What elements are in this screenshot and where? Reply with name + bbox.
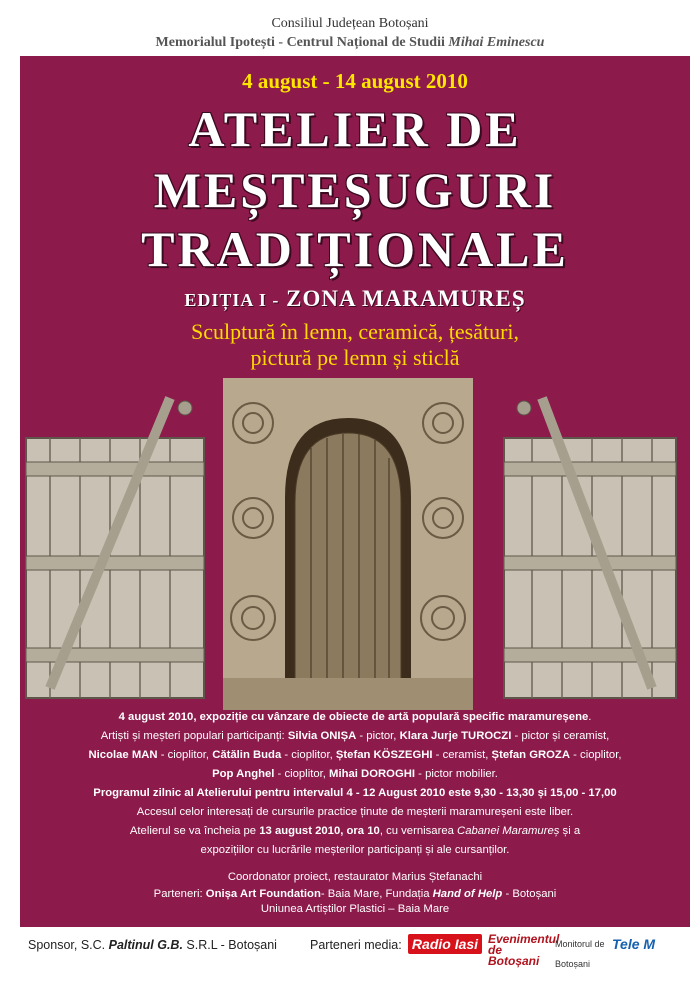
media-partners-label: Parteneri media: [310, 938, 402, 952]
artist-role: - ceramist, [432, 749, 492, 761]
partner-place: - Botoșani [502, 888, 557, 900]
sponsor-name: Paltinul G.B. [108, 938, 183, 952]
closing-line-2: expozițiilor cu lucrările meșterilor participanți și ale cursanților. [200, 844, 510, 856]
subtitle [20, 319, 690, 371]
artist-role: - pictor mobilier. [415, 768, 498, 780]
artist-name: Mihai DOROGHI [329, 768, 416, 780]
artist-role: - cioplitor, [570, 749, 622, 761]
closing-line-1 [20, 822, 690, 841]
sponsor-pre: Sponsor, S.C. [28, 938, 109, 952]
edition-zone: ZONA MARAMUREȘ [286, 286, 526, 311]
partner-name: Hand of Help [432, 888, 503, 900]
poster [20, 56, 690, 927]
footer [0, 932, 700, 972]
artists-intro: Artiști și meșteri populari participanți: [100, 730, 288, 742]
title-line-2: MEȘTEȘUGURI [153, 162, 557, 218]
title-line-3: TRADIȚIONALE [141, 221, 569, 277]
artist-name: Nicolae MAN [88, 749, 158, 761]
artist-role: - cioplitor, [274, 768, 330, 780]
memorial-name: Memorialul Ipotești - Centrul Național de Studii [155, 35, 449, 50]
artist-role: - pictor și ceramist, [511, 730, 610, 742]
artists-line-3 [20, 765, 690, 784]
evenimentul-logo: Evenimentul de Botoșani [488, 932, 560, 968]
closing-mid: , cu vernisarea [379, 825, 458, 837]
artist-name: Pop Anghel [212, 768, 275, 780]
right-shutter-image [502, 378, 690, 708]
partners-line [20, 887, 690, 902]
sponsor-line [28, 938, 277, 952]
artist-role: - pictor, [356, 730, 400, 742]
edition-prefix: EDIȚIA I - [184, 290, 280, 310]
memorial-line [0, 35, 700, 51]
artists-line-1 [20, 727, 690, 746]
header [0, 0, 700, 50]
left-shutter-image [20, 378, 210, 708]
access-line: Accesul celor interesați de cursurile practice ținute de meșterii maramureșeni este liber. [136, 806, 574, 818]
partner-place: - Baia Mare, Fundația [320, 888, 433, 900]
artist-role: - cioplitor, [157, 749, 213, 761]
memorial-italic: Mihai Eminescu [448, 35, 545, 50]
carved-door-image [223, 378, 473, 710]
partners-label: Parteneri: [153, 888, 206, 900]
artist-name: Klara Jurje TUROCZI [399, 730, 512, 742]
artist-role: - cioplitor, [281, 749, 336, 761]
program-line [20, 784, 690, 803]
expo-line: 4 august 2010, expoziție cu vânzare de obiecte de artă populară specific maramureșene. [118, 711, 592, 723]
monitorul-logo: Monitorul de Botoșani [555, 939, 605, 969]
radio-iasi-logo: Radio Iasi [408, 934, 482, 954]
artist-name: Cătălin Buda [212, 749, 282, 761]
title-line-1: ATELIER DE [188, 101, 522, 157]
closing-italic: Cabanei Maramureș [457, 825, 560, 837]
photo-collage [20, 378, 690, 708]
artist-name: Silvia ONIȘA [287, 730, 357, 742]
organizer-line: Consiliul Județean Botoșani [271, 16, 429, 31]
subtitle-line-2: pictură pe lemn și sticlă [250, 345, 460, 370]
tele-m-logo: Tele M [612, 936, 656, 952]
event-dates: 4 august - 14 august 2010 [242, 69, 468, 93]
subtitle-line-1: Sculptură în lemn, ceramică, țesături, [190, 319, 520, 344]
expo-text: 4 august 2010, expoziție cu vânzare de obiecte de artă populară specific maramureșene [118, 711, 589, 723]
partner-name: Onișa Art Foundation [205, 888, 321, 900]
closing-post: și a [559, 825, 581, 837]
closing-pre: Atelierul se va încheia pe [129, 825, 260, 837]
partners-line-2: Uniunea Artiștilor Plastici – Baia Mare [260, 903, 450, 915]
artists-line-2 [20, 746, 690, 765]
sponsor-post: S.R.L - Botoșani [182, 938, 277, 952]
event-details [20, 708, 690, 917]
edition-line [20, 286, 690, 312]
closing-date: 13 august 2010, ora 10 [259, 825, 380, 837]
artist-name: Ștefan KÖSZEGHI [335, 749, 433, 761]
program-text: Programul zilnic al Atelierului pentru intervalul 4 - 12 August 2010 este 9,30 - 13,30 și 15,00 - 17,00 [93, 787, 617, 799]
artist-name: Ștefan GROZA [491, 749, 570, 761]
coordinator-line: Coordonator proiect, restaurator Marius Ștefanachi [227, 871, 483, 883]
